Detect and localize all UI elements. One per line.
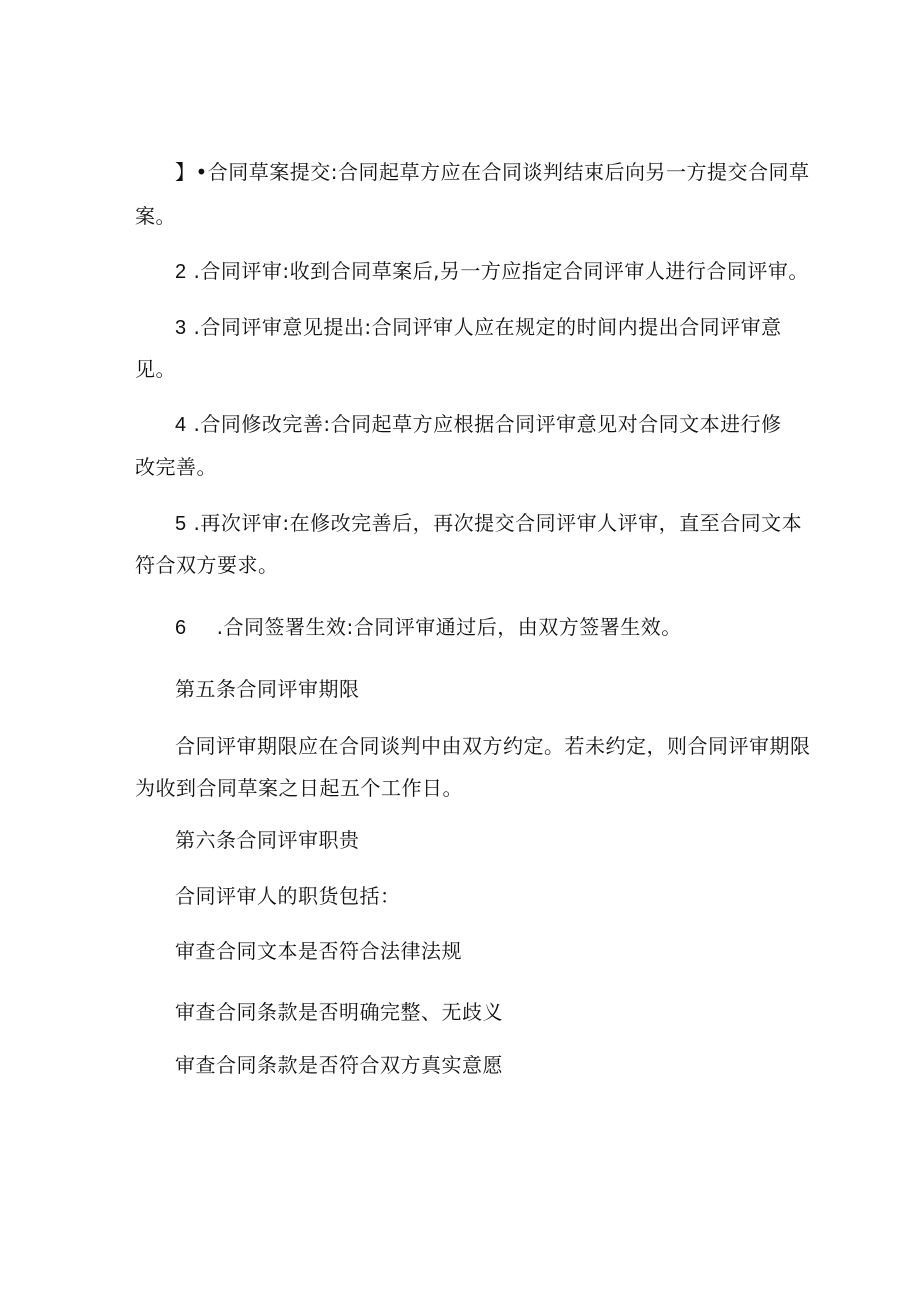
article5-body-line1: 合同评审期限应在合同谈判中由双方约定。若未约定，则合同评审期限 bbox=[175, 734, 811, 758]
item6-text: .合同签署生效:合同评审通过后，由双方签署生效。 bbox=[216, 615, 682, 639]
article5-body-line2: 为收到合同草案之日起五个工作日。 bbox=[135, 776, 463, 800]
item5-number: 5 bbox=[175, 513, 187, 535]
item3-text: .合同评审意见提出:合同评审人应在规定的时间内提出合同评审意 bbox=[186, 315, 782, 339]
item1-line1: 】•合同草案提交:合同起草方应在合同谈判结束后向另一方提交合同草 bbox=[175, 160, 810, 184]
item4-line2: 改完善。 bbox=[135, 455, 217, 479]
item3-number: 3 bbox=[175, 317, 187, 339]
duty-item-3: 审查合同条款是否符合双方真实意愿 bbox=[175, 1053, 503, 1077]
duty-item-1: 审查合同文本是否符合法律法规 bbox=[175, 939, 462, 963]
item2-number: 2 bbox=[175, 261, 187, 283]
item6-line1 bbox=[175, 605, 800, 650]
item2-line1 bbox=[175, 249, 809, 294]
item4-line1 bbox=[175, 402, 800, 447]
item1-line2: 案。 bbox=[135, 204, 176, 228]
article6-heading: 第六条合同评审职贵 bbox=[175, 828, 360, 852]
item4-number: 4 bbox=[175, 414, 187, 436]
item2-text: .合同评审:收到合同草案后,另一方应指定合同评审人进行合同评审。 bbox=[186, 259, 809, 283]
item5-text: .再次评审:在修改完善后，再次提交合同评审人评审，直至合同文本 bbox=[186, 511, 803, 535]
duty-item-2: 审查合同条款是否明确完整、无歧义 bbox=[175, 1000, 503, 1024]
item6-number: 6 bbox=[175, 617, 187, 639]
item3-line2: 见。 bbox=[135, 357, 176, 381]
article5-heading: 第五条合同评审期限 bbox=[175, 677, 360, 701]
item5-line2: 符合双方要求。 bbox=[135, 553, 279, 577]
item4-text: .合同修改完善:合同起草方应根据合同评审意见对合同文本进行修 bbox=[186, 412, 782, 436]
article6-intro: 合同评审人的职货包括： bbox=[175, 884, 401, 908]
item5-line1 bbox=[175, 501, 803, 546]
item3-line1 bbox=[175, 305, 800, 350]
